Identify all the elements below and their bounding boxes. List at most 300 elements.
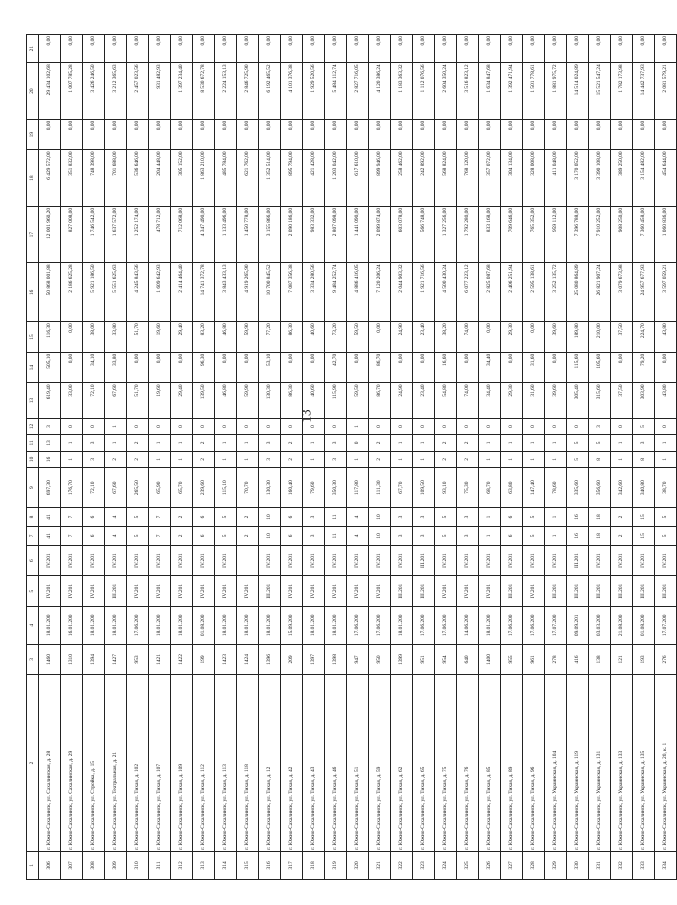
column-header: 5 (27, 576, 39, 607)
table-cell: 7 (61, 526, 83, 545)
table-cell: 3 (83, 451, 105, 467)
table-cell: 833 168,00 (479, 206, 501, 262)
table-cell: IV.201 (215, 545, 237, 576)
address-cell: г. Южно-Сахалинск, ул. Тихая, д. 65 (413, 675, 435, 852)
table-cell: 0,00 (545, 352, 567, 383)
table-cell: 0 (391, 418, 413, 434)
table-cell: 109,50 (413, 468, 435, 508)
table-cell: 0,00 (369, 119, 391, 150)
table-cell: 6 077 223,12 (457, 263, 479, 322)
table-cell: 43,80 (655, 322, 677, 353)
table-cell: 70,70 (237, 468, 259, 508)
address-cell: г. Южно-Сахалинск, ул. Тихая, д. 76 (457, 675, 479, 852)
table-cell: 33,00 (61, 383, 83, 418)
table-cell: 5 (127, 508, 149, 527)
table-cell: 117,80 (347, 468, 369, 508)
table-cell: 265,50 (127, 468, 149, 508)
table-cell: III.201 (259, 576, 281, 607)
table-cell: 2 (611, 526, 633, 545)
column-header: 16 (27, 263, 39, 322)
table-cell: 39,60 (545, 322, 567, 353)
column-header: 13 (27, 383, 39, 418)
table-cell: 0,00 (303, 35, 325, 63)
table-cell: 317 (281, 851, 303, 879)
address-cell: г. Южно-Сахалинск, ул. Сахалинская, д. 29 (61, 675, 83, 852)
table-cell: 0 (545, 418, 567, 434)
table-cell: 1423 (215, 644, 237, 675)
table-row (391, 35, 413, 880)
table-cell: 63,80 (501, 468, 523, 508)
table-cell: 0 (171, 418, 193, 434)
table-cell: 1 007 785,28 (61, 63, 83, 119)
table-cell: 3 (589, 418, 611, 434)
table-cell: 15 521 547,24 (589, 63, 611, 119)
column-header: 11 (27, 435, 39, 451)
data-table (26, 34, 677, 880)
table-cell: 322 (391, 851, 413, 879)
address-cell: г. Южно-Сахалинск, ул. Тихая, д. 112 (193, 675, 215, 852)
table-cell: 0,00 (457, 352, 479, 383)
table-cell: 4 (347, 508, 369, 527)
table-cell: 1 501 778,61 (523, 63, 545, 119)
table-cell: 1 637 572,00 (105, 206, 127, 262)
table-cell: 325 (457, 851, 479, 879)
table-cell: 323 (413, 851, 435, 879)
table-cell: 0,00 (215, 119, 237, 150)
table-cell: 4 500 430,24 (435, 263, 457, 322)
table-cell: 3 155 866,00 (259, 206, 281, 262)
address-cell: г. Южно-Сахалинск, ул. Тихая, д. 42 (281, 675, 303, 852)
table-cell: 0,00 (611, 35, 633, 63)
table-cell: 37,50 (611, 383, 633, 418)
table-cell: 0,00 (413, 35, 435, 63)
table-cell: 8 (633, 451, 655, 467)
table-cell: 4 919 265,90 (237, 263, 259, 322)
table-cell: 0,00 (457, 119, 479, 150)
table-cell: 4 (347, 526, 369, 545)
table-cell: 389 250,00 (611, 150, 633, 206)
table-cell: 1460 (39, 644, 61, 675)
table-cell: IV.201 (105, 545, 127, 576)
table-cell: 1 (479, 526, 501, 545)
table-cell: IV.201 (347, 576, 369, 607)
table-cell: 1 252 174,00 (127, 206, 149, 262)
table-cell: 307 (61, 851, 83, 879)
table-cell: 4 (105, 508, 127, 527)
table-cell: 0,00 (259, 119, 281, 150)
table-cell: 5 (655, 508, 677, 527)
table-cell: IV.201 (633, 545, 655, 576)
table-cell: 617 610,00 (347, 150, 369, 206)
table-cell: 1424 (237, 644, 259, 675)
table-cell: IV.201 (589, 545, 611, 576)
table-cell: 193 (633, 644, 655, 675)
table-cell: 34,40 (479, 383, 501, 418)
table-cell: IV.201 (39, 576, 61, 607)
table-cell: 1 (237, 435, 259, 451)
table-cell: 11 (325, 508, 347, 527)
table-cell: 0,00 (61, 119, 83, 150)
table-cell: IV.201 (435, 576, 457, 607)
table-cell: 2 (237, 526, 259, 545)
table-cell: 2 595 138,61 (523, 263, 545, 322)
table-cell: IV.201 (479, 576, 501, 607)
table-cell: 18.01.200 (325, 606, 347, 644)
column-header: 9 (27, 468, 39, 508)
table-cell: 74,00 (457, 322, 479, 353)
table-cell: 0 (501, 418, 523, 434)
table-cell: 2 090 186,00 (281, 206, 303, 262)
rotated-table-wrapper (26, 34, 669, 880)
table-cell: 59,90 (237, 322, 259, 353)
table-cell: 72,10 (83, 468, 105, 508)
table-cell: 41 (39, 526, 61, 545)
table-cell: 328 008,00 (523, 150, 545, 206)
table-cell: 309 (105, 851, 127, 879)
table-cell: 454 644,00 (655, 150, 677, 206)
table-cell: 17.07.200 (655, 606, 677, 644)
table-cell: 26 821 907,24 (589, 263, 611, 322)
table-cell: 0 (127, 418, 149, 434)
table-cell: 12 001 960,20 (39, 206, 61, 262)
table-cell: 6 (83, 508, 105, 527)
table-cell: 0,00 (149, 119, 171, 150)
table-cell: 17.06.200 (501, 606, 523, 644)
table-cell: 1 (61, 451, 83, 467)
table-cell: 3 (633, 435, 655, 451)
address-cell: г. Южно-Сахалинск, ул. Тихая, д. 89 (501, 675, 523, 852)
column-header: 12 (27, 418, 39, 434)
table-cell: 351 832,00 (61, 150, 83, 206)
table-cell: 1 (655, 451, 677, 467)
table-cell: IV.201 (457, 545, 479, 576)
table-cell: 1 112 076,56 (413, 63, 435, 119)
table-cell: 3 (259, 451, 281, 467)
table-cell: 0,00 (589, 119, 611, 150)
table-cell: 899 946,00 (369, 150, 391, 206)
table-cell: 536 646,00 (127, 150, 149, 206)
table-cell: 0,00 (193, 119, 215, 150)
header-row (27, 35, 39, 880)
table-cell: 1 (655, 435, 677, 451)
table-cell: 0,00 (171, 35, 193, 63)
table-cell: 0 (61, 418, 83, 434)
table-cell: 357 072,00 (479, 150, 501, 206)
table-cell: 1 (413, 435, 435, 451)
table-cell: 1399 (391, 644, 413, 675)
table-cell: 15 (633, 526, 655, 545)
table-cell: 0,00 (281, 352, 303, 383)
table-cell: 0,00 (435, 35, 457, 63)
table-cell: 328 (523, 851, 545, 879)
table-cell: IV.201 (523, 545, 545, 576)
table-cell: 147,40 (523, 468, 545, 508)
table-cell: 1 (479, 435, 501, 451)
table-cell: 38,70 (655, 468, 677, 508)
address-cell: г. Южно-Сахалинск, ул. Украинская, д. 135 (633, 675, 655, 852)
table-cell: 3 843 433,13 (215, 263, 237, 322)
table-row (61, 35, 83, 880)
table-cell: 2 (281, 435, 303, 451)
table-cell: 29,40 (171, 322, 193, 353)
table-cell: 130,30 (259, 383, 281, 418)
table-cell: 0,00 (281, 35, 303, 63)
table-cell: 0 (435, 418, 457, 434)
table-cell: 2 604 350,24 (435, 63, 457, 119)
table-cell: 23,40 (413, 322, 435, 353)
table-cell: 6 (281, 508, 303, 527)
table-cell: 1 881 975,72 (545, 63, 567, 119)
table-cell: 16 (39, 451, 61, 467)
table-cell: 1 (611, 451, 633, 467)
table-cell: 0,00 (369, 322, 391, 353)
column-header: 20 (27, 63, 39, 119)
table-cell: 1 (611, 435, 633, 451)
table-cell: 116,30 (39, 322, 61, 353)
table-cell: 59,90 (237, 383, 259, 418)
table-cell: 34,40 (479, 352, 501, 383)
table-cell: 0,00 (655, 119, 677, 150)
table-cell: 1 (171, 435, 193, 451)
table-cell: 1 392 471,94 (501, 63, 523, 119)
table-cell: 1 183 363,32 (391, 63, 413, 119)
table-cell: 7 (149, 526, 171, 545)
table-cell: 0 (457, 418, 479, 434)
table-cell: 1427 (105, 644, 127, 675)
table-cell: 1 (61, 435, 83, 451)
table-cell: 2 406 251,94 (501, 263, 523, 322)
table-cell: 335,60 (567, 468, 589, 508)
table-cell: 0,00 (633, 119, 655, 150)
table-row (413, 35, 435, 880)
table-cell: 332 (611, 851, 633, 879)
table-cell: 29,30 (501, 322, 523, 353)
table-cell: 14 514 024,89 (567, 63, 589, 119)
table-cell: 315 (237, 851, 259, 879)
table-cell: 2 224 153,13 (215, 63, 237, 119)
table-cell: 1 (347, 418, 369, 434)
table-cell: 304 134,00 (501, 150, 523, 206)
table-cell: 210,00 (589, 322, 611, 353)
table-cell: 18.01.200 (391, 606, 413, 644)
table-cell: 17.06.200 (435, 606, 457, 644)
table-cell: 5 (127, 526, 149, 545)
table-cell: 5 (435, 526, 457, 545)
table-cell: 3 (39, 418, 61, 434)
table-cell: 138 (589, 644, 611, 675)
table-cell: 0,00 (105, 119, 127, 150)
table-cell: 895 794,00 (281, 150, 303, 206)
table-cell: 1 (501, 435, 523, 451)
table-cell: 4 347 490,00 (193, 206, 215, 262)
table-cell: 29 434 102,68 (39, 63, 61, 119)
table-cell: 37,50 (611, 322, 633, 353)
table-cell: 16 (567, 526, 589, 545)
table-cell: 951 (413, 644, 435, 675)
table-cell: 2 (435, 451, 457, 467)
address-cell: г. Южно-Сахалинск, ул. Тихая, д. 85 (479, 675, 501, 852)
table-cell: 0 (413, 418, 435, 434)
table-cell: 3 (457, 508, 479, 527)
table-cell: 3 079 673,98 (611, 263, 633, 322)
table-cell: 7 396 788,00 (567, 206, 589, 262)
table-cell: 0,00 (325, 35, 347, 63)
table-cell: 3 597 059,21 (655, 263, 677, 322)
table-cell: 1 (501, 451, 523, 467)
table-cell: IV.201 (347, 545, 369, 576)
column-header: 19 (27, 119, 39, 150)
table-cell: 0,00 (391, 35, 413, 63)
table-cell: 5 (215, 526, 237, 545)
table-cell: 2 846 725,90 (237, 63, 259, 119)
table-cell: 24,90 (391, 322, 413, 353)
table-cell: 18 (589, 526, 611, 545)
table-cell: 0,00 (501, 35, 523, 63)
address-cell: г. Южно-Сахалинск, ул. Театральная, д. 21 (105, 675, 127, 852)
table-cell: 17.06.200 (369, 606, 391, 644)
table-cell: 16 (567, 508, 589, 527)
table-cell: 316 (259, 851, 281, 879)
table-cell: 7 (61, 508, 83, 527)
table-cell: 1 609 642,93 (149, 263, 171, 322)
table-cell: 342,60 (611, 468, 633, 508)
table-row (259, 35, 281, 880)
table-cell: 3 252 135,72 (545, 263, 567, 322)
table-cell: IV.201 (303, 576, 325, 607)
table-cell: 327 (501, 851, 523, 879)
table-cell: 7 910 252,00 (589, 206, 611, 262)
table-cell: 105,60 (589, 352, 611, 383)
table-cell: 1 921 716,56 (413, 263, 435, 322)
table-cell: 411 048,00 (545, 150, 567, 206)
table-cell: IV.201 (281, 576, 303, 607)
table-row (347, 35, 369, 880)
table-cell: 0,00 (435, 119, 457, 150)
table-cell: 1 (545, 508, 567, 527)
table-cell: 505,10 (39, 352, 61, 383)
table-cell: IV.201 (391, 545, 413, 576)
address-cell: г. Южно-Сахалинск, ул. Тихая, д. 113 (215, 675, 237, 852)
table-cell: 0,00 (589, 35, 611, 63)
table-cell: 25 080 864,89 (567, 263, 589, 322)
table-cell: 0,00 (303, 119, 325, 150)
table-cell: 0,00 (171, 352, 193, 383)
table-cell: IV.201 (127, 576, 149, 607)
table-cell: 321 (369, 851, 391, 879)
table-cell: 3 (413, 508, 435, 527)
table-row (545, 35, 567, 880)
table-row (237, 35, 259, 880)
table-cell: 2 081 579,21 (655, 63, 677, 119)
table-cell: 1 (391, 435, 413, 451)
table-cell: IV.201 (435, 545, 457, 576)
table-cell: 1 441 090,00 (347, 206, 369, 262)
table-cell: IV.201 (501, 545, 523, 576)
table-cell: 1 634 847,68 (479, 63, 501, 119)
table-cell: IV.201 (61, 576, 83, 607)
table-cell: 1 (303, 435, 325, 451)
table-cell: IV.201 (479, 545, 501, 576)
table-cell: 1 (391, 451, 413, 467)
table-row (435, 35, 457, 880)
table-cell: IV.201 (83, 576, 105, 607)
table-cell: 827 008,00 (61, 206, 83, 262)
table-cell: 0,00 (655, 352, 677, 383)
table-cell: 1 863 210,00 (193, 150, 215, 206)
table-cell: 312 (171, 851, 193, 879)
table-cell: 3 (391, 508, 413, 527)
table-cell: 50 868 001,88 (39, 263, 61, 322)
table-cell: 3 154 482,00 (633, 150, 655, 206)
table-cell: 15.09.200 (281, 606, 303, 644)
table-cell: III.201 (655, 576, 677, 607)
table-cell: 18.01.200 (105, 606, 127, 644)
table-cell: 18.01.200 (259, 606, 281, 644)
table-cell: 1 (545, 435, 567, 451)
table-cell: IV.201 (303, 545, 325, 576)
table-row (611, 35, 633, 880)
table-cell: 2 414 464,40 (171, 263, 193, 322)
table-cell: 2 (369, 435, 391, 451)
table-cell: 0,00 (523, 119, 545, 150)
table-cell: 199 (193, 644, 215, 675)
table-cell: 0 (523, 418, 545, 434)
table-cell: IV.201 (281, 545, 303, 576)
table-cell: 0 (303, 418, 325, 434)
table-cell: IV.201 (149, 545, 171, 576)
table-cell: 5 (567, 435, 589, 451)
table-cell: 0,00 (501, 352, 523, 383)
table-cell: 0,00 (391, 119, 413, 150)
table-cell: 1397 (303, 644, 325, 675)
table-cell: 765 352,00 (523, 206, 545, 262)
table-cell: 961 (523, 644, 545, 675)
table-cell: 3 (83, 435, 105, 451)
table-cell: 41 (39, 508, 61, 527)
column-header: 17 (27, 206, 39, 262)
table-cell: 17.06.200 (127, 606, 149, 644)
address-cell: г. Южно-Сахалинск, ул. Тихая, д. 109 (171, 675, 193, 852)
table-cell: III.201 (633, 576, 655, 607)
table-cell: 313 (193, 851, 215, 879)
table-cell: 6 (281, 526, 303, 545)
table-cell: III.201 (611, 576, 633, 607)
table-cell: 1421 (149, 644, 171, 675)
table-cell: 115,60 (567, 352, 589, 383)
table-cell: 276 (655, 644, 677, 675)
table-cell: 3 (325, 451, 347, 467)
table-cell: 421 428,00 (303, 150, 325, 206)
table-cell: 5 921 186,50 (83, 263, 105, 322)
table-cell: 96,30 (193, 352, 215, 383)
table-cell: 4 245 843,56 (127, 263, 149, 322)
table-body (39, 35, 677, 880)
table-cell: 0,00 (523, 35, 545, 63)
table-cell: 8 (589, 451, 611, 467)
table-cell: 331 (589, 851, 611, 879)
table-row (479, 35, 501, 880)
table-cell: 10 700 845,52 (259, 263, 281, 322)
table-row (457, 35, 479, 880)
table-cell: 67,60 (105, 468, 127, 508)
column-header: 2 (27, 675, 39, 852)
table-cell: IV.201 (83, 545, 105, 576)
table-cell: 0 (325, 418, 347, 434)
table-cell: 65,70 (171, 468, 193, 508)
table-cell (237, 545, 259, 576)
table-cell: 1 327 256,00 (435, 206, 457, 262)
table-cell: IV.201 (215, 576, 237, 607)
